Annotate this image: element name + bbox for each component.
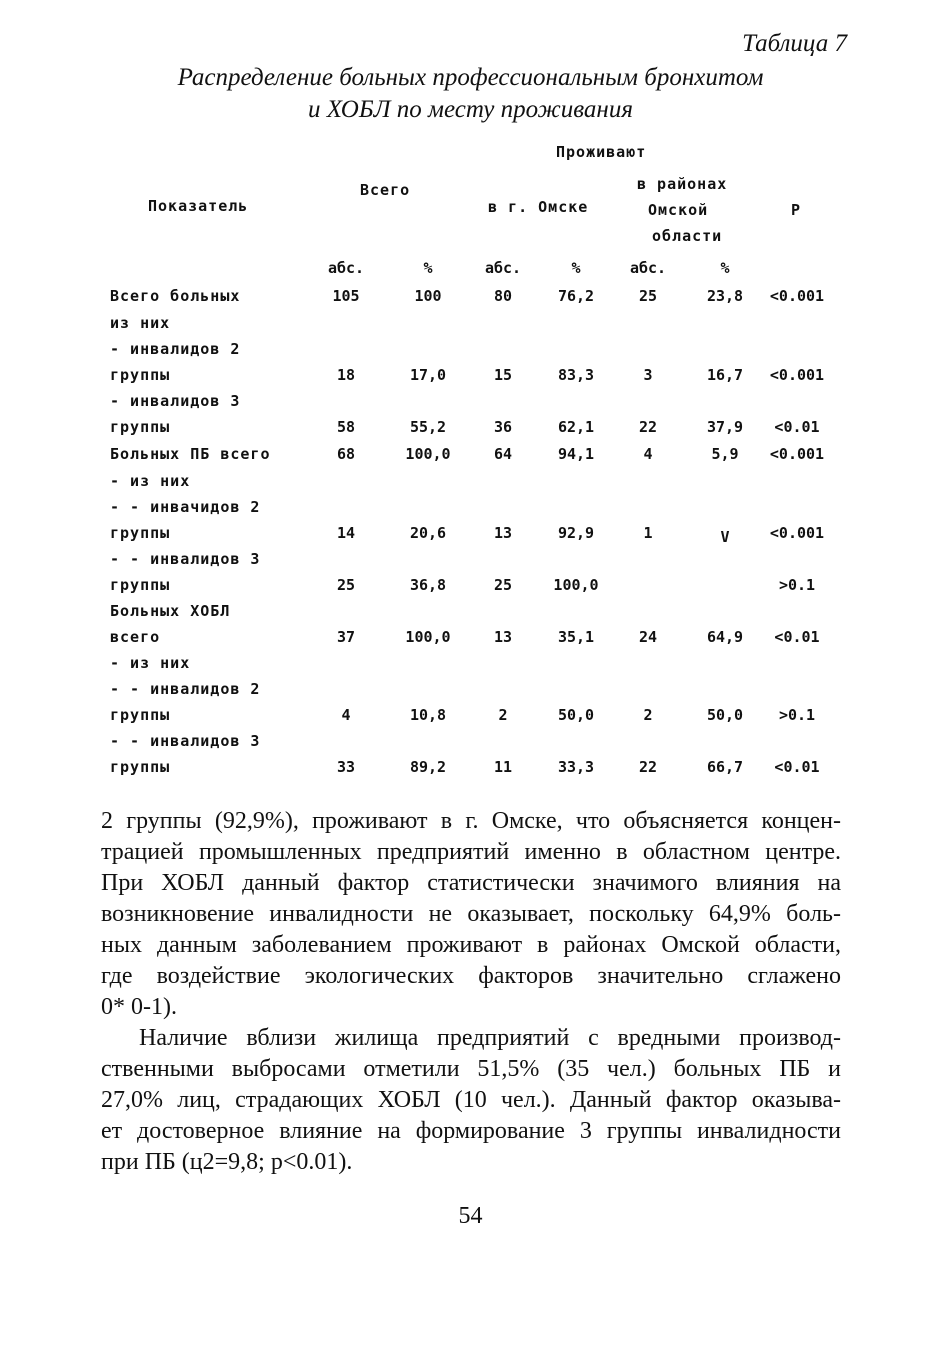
table-cell: <0.01 xyxy=(774,418,820,436)
row-label: группы xyxy=(110,706,171,724)
table-cell: 58 xyxy=(336,418,356,436)
table-cell: 16,7 xyxy=(706,366,744,384)
table-cell: 50,0 xyxy=(706,706,744,724)
header-p: P xyxy=(791,201,802,219)
table-cell: <0.001 xyxy=(769,287,825,305)
row-label: группы xyxy=(110,366,171,384)
table-cell: 4 xyxy=(341,706,351,724)
row-label: - - инвачидов 2 xyxy=(110,498,261,516)
header-regions-line-3: области xyxy=(652,227,723,245)
table-cell: 100,0 xyxy=(405,628,451,646)
table-cell: 64 xyxy=(493,445,513,463)
row-label: - инвалидов 3 xyxy=(110,392,241,410)
paragraph-1 xyxy=(101,806,841,1023)
table-cell: 22 xyxy=(638,758,658,776)
table-label: Таблица 7 xyxy=(742,30,847,57)
table-cell: 17,0 xyxy=(409,366,447,384)
row-label: группы xyxy=(110,758,171,776)
table-cell: <0.001 xyxy=(769,445,825,463)
text-line: Наличие вблизи жилища предприятий с вредными производ- xyxy=(139,1025,841,1051)
row-label: группы xyxy=(110,576,171,594)
table-cell: 55,2 xyxy=(409,418,447,436)
table-cell: 23,8 xyxy=(706,287,744,305)
row-label: - из них xyxy=(110,654,191,672)
table-cell: <0.001 xyxy=(769,524,825,542)
table-cell: 83,3 xyxy=(557,366,595,384)
table-cell: 3 xyxy=(643,366,653,384)
table-cell: 50,0 xyxy=(557,706,595,724)
row-label: - из них xyxy=(110,472,191,490)
header-total: Всего xyxy=(360,181,411,199)
table-cell: 35,1 xyxy=(557,628,595,646)
table-cell: 100,0 xyxy=(553,576,599,594)
text-line: ет достоверное влияние на формирование 3 группы инвалидности xyxy=(101,1118,841,1144)
table-cell: 25 xyxy=(336,576,356,594)
table-title-line-1: Распределение больных профессиональным бронхитом xyxy=(177,64,764,91)
text-line: ственными выбросами отметили 51,5% (35 чел.) больных ПБ и xyxy=(101,1056,841,1082)
table-cell: >0.1 xyxy=(778,706,816,724)
table-cell: 37,9 xyxy=(706,418,744,436)
row-label: из них xyxy=(110,314,171,332)
table-cell: <0.01 xyxy=(774,758,820,776)
subheader-pct: % xyxy=(571,259,581,277)
table-title-line-2: и ХОБЛ по месту проживания xyxy=(308,96,633,123)
table-cell: 5,9 xyxy=(711,445,739,463)
header-live: Проживают xyxy=(556,143,647,161)
table-cell: 100,0 xyxy=(405,445,451,463)
table-cell: 89,2 xyxy=(409,758,447,776)
header-regions-line-2: Омской xyxy=(648,201,709,219)
row-label: Всего больных xyxy=(110,287,241,305)
table-cell: 18 xyxy=(336,366,356,384)
row-label: - инвалидов 2 xyxy=(110,340,241,358)
table-cell: 24 xyxy=(638,628,658,646)
table-cell: <0.001 xyxy=(769,366,825,384)
table-cell: 4 xyxy=(643,445,653,463)
subheader-abs: абс. xyxy=(327,259,365,277)
table-cell: >0.1 xyxy=(778,576,816,594)
table-cell: 92,9 xyxy=(557,524,595,542)
table-cell: 25 xyxy=(493,576,513,594)
subheader-abs: абс. xyxy=(629,259,667,277)
row-label: группы xyxy=(110,418,171,436)
table-cell: 68 xyxy=(336,445,356,463)
text-line: где воздействие экологических факторов значительно сглажено xyxy=(101,963,841,989)
subheader-pct: % xyxy=(423,259,433,277)
table-cell: 15 xyxy=(493,366,513,384)
text-line: при ПБ (ц2=9,8; р<0.01). xyxy=(101,1149,353,1175)
table-cell: V xyxy=(720,528,730,546)
table-cell: 94,1 xyxy=(557,445,595,463)
table-cell: 22 xyxy=(638,418,658,436)
row-label: группы xyxy=(110,524,171,542)
table-cell: 20,6 xyxy=(409,524,447,542)
text-line: ных данным заболеванием проживают в районах Омской области, xyxy=(101,932,841,958)
table-cell: 36,8 xyxy=(409,576,447,594)
table-cell: 76,2 xyxy=(557,287,595,305)
text-line: трацией промышленных предприятий именно в областном центре. xyxy=(101,839,841,865)
table-cell: 62,1 xyxy=(557,418,595,436)
table-cell: 66,7 xyxy=(706,758,744,776)
row-label: - - инвалидов 2 xyxy=(110,680,261,698)
table-cell: 25 xyxy=(638,287,658,305)
table-cell: <0.01 xyxy=(774,628,820,646)
table-cell: 10,8 xyxy=(409,706,447,724)
table-cell: 2 xyxy=(498,706,508,724)
row-label: - - инвалидов 3 xyxy=(110,732,261,750)
table-cell: 33,3 xyxy=(557,758,595,776)
table-cell: 100 xyxy=(414,287,442,305)
text-line: 27,0% лиц, страдающих ХОБЛ (10 чел.). Данный фактор оказыва- xyxy=(101,1087,841,1113)
row-label: - - инвалидов 3 xyxy=(110,550,261,568)
table-cell: 1 xyxy=(643,524,653,542)
text-line: При ХОБЛ данный фактор статистически значимого влияния на xyxy=(101,870,841,896)
table-cell: 80 xyxy=(493,287,513,305)
table-cell: 105 xyxy=(332,287,360,305)
table-cell: 14 xyxy=(336,524,356,542)
table-cell: 2 xyxy=(643,706,653,724)
subheader-abs: абс. xyxy=(484,259,522,277)
header-omsk: в г. Омске xyxy=(488,198,589,216)
header-regions-line-1: в районах xyxy=(637,175,728,193)
table-cell: 33 xyxy=(336,758,356,776)
paragraph-2 xyxy=(101,1023,841,1178)
table-cell: 13 xyxy=(493,628,513,646)
table-cell: 36 xyxy=(493,418,513,436)
table-cell: 13 xyxy=(493,524,513,542)
text-line: 2 группы (92,9%), проживают в г. Омске, что объясняется концен- xyxy=(101,808,841,834)
row-label: всего xyxy=(110,628,161,646)
table-cell: 11 xyxy=(493,758,513,776)
row-label: Больных ХОБЛ xyxy=(110,602,231,620)
header-indicator: Показатель xyxy=(148,197,249,215)
row-label: Больных ПБ всего xyxy=(110,445,271,463)
subheader-pct: % xyxy=(720,259,730,277)
text-line: возникновение инвалидности не оказывает, поскольку 64,9% боль- xyxy=(101,901,841,927)
table-cell: 64,9 xyxy=(706,628,744,646)
page-number: 54 xyxy=(458,1203,483,1229)
text-line: 0* 0-1). xyxy=(101,994,177,1020)
table-cell: 37 xyxy=(336,628,356,646)
